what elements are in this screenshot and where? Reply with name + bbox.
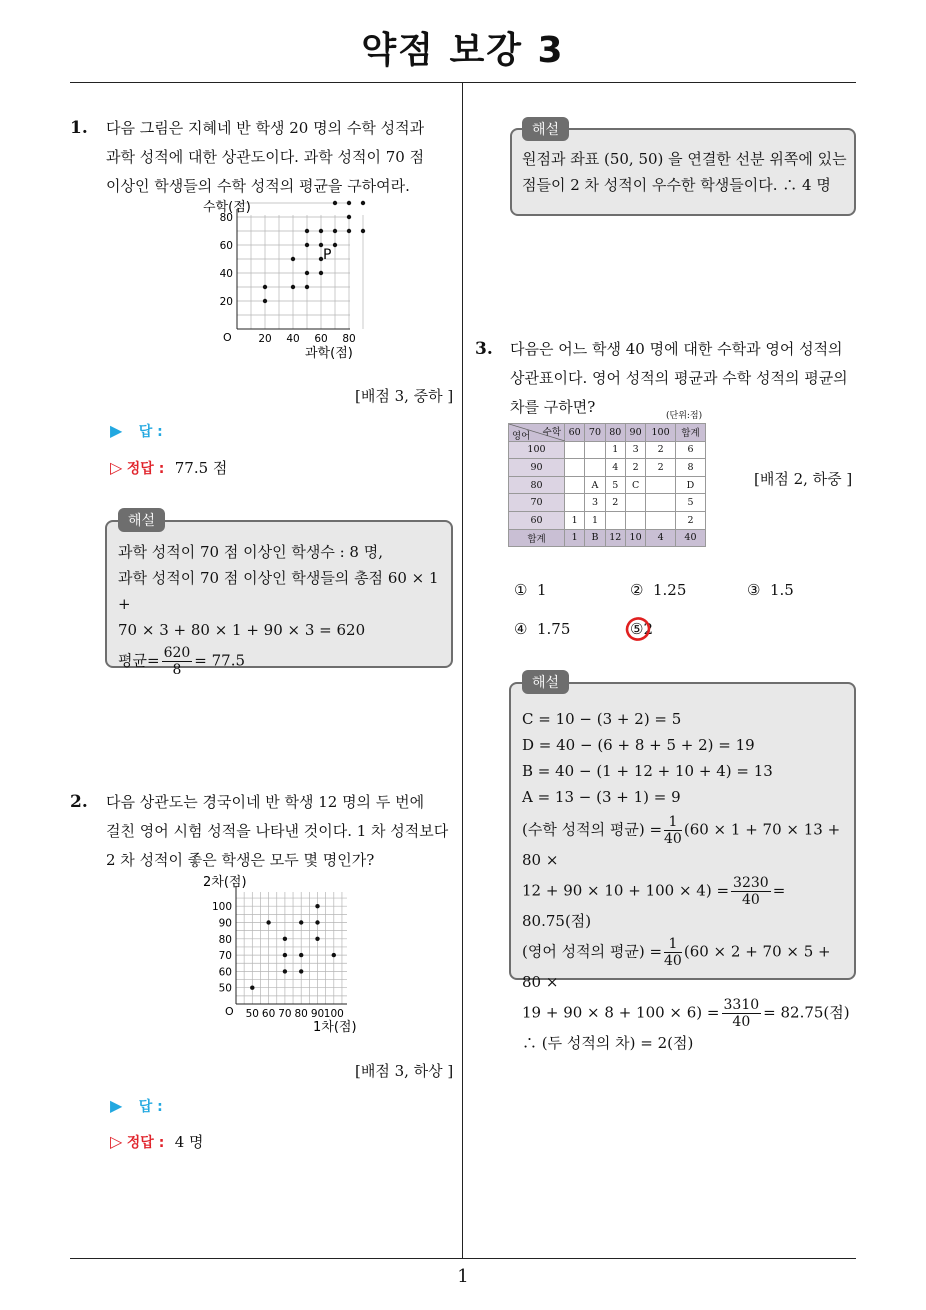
- question-2-number: 2.: [70, 792, 88, 812]
- scatter-point: [333, 243, 337, 247]
- scatter-point: [347, 229, 351, 233]
- explanation-line: 원점과 좌표 (50, 50) 을 연결한 선분 위쪽에 있는: [522, 150, 847, 168]
- scatter-point: [283, 953, 287, 957]
- y-tick-label: 40: [219, 268, 233, 280]
- explanation-tag: 해설: [522, 670, 569, 694]
- x-tick-label: 20: [258, 333, 272, 345]
- question-2-line: 다음 상관도는 경국이네 반 학생 12 명의 두 번에: [106, 793, 425, 811]
- table-row: 60 1 1 2: [509, 511, 706, 529]
- scatter-point: [319, 229, 323, 233]
- explanation-line: 점들이 2 차 성적이 우수한 학생들이다. ∴ 4 명: [522, 176, 831, 194]
- page-title: 약점 보강 3: [361, 30, 565, 71]
- explanation-line: (영어 성적의 평균) = $\frac{1}{40}$ (60 × 2 + 70 × 5 + 80 ×: [522, 936, 831, 991]
- question-1-line: 이상인 학생들의 수학 성적의 평균을 구하여라.: [106, 177, 410, 195]
- table-unit: (단위:점): [666, 411, 703, 421]
- x-tick-label: 100: [323, 1008, 344, 1020]
- explanation-line: A = 13 − (3 + 1) = 9: [522, 788, 681, 806]
- scatter-point: [315, 937, 319, 941]
- fraction: $\frac{1}{40}$: [664, 814, 682, 847]
- question-1-text: [106, 114, 458, 201]
- choice-5[interactable]: ⑤2: [630, 620, 653, 638]
- x-tick-label: 90: [310, 1008, 325, 1020]
- explanation-line: B = 40 − (1 + 12 + 10 + 4) = 13: [522, 762, 773, 780]
- scatter-point: [291, 257, 295, 261]
- question-2-score: [배점 3, 하상 ]: [355, 1062, 454, 1080]
- fraction: $\frac{1}{40}$: [664, 936, 682, 969]
- question-2-line: 2 차 성적이 좋은 학생은 모두 몇 명인가?: [106, 851, 375, 869]
- correct-label: 정답 :: [126, 461, 165, 477]
- chart-2-origin: O: [225, 1005, 234, 1018]
- question-1-number: 1.: [70, 118, 88, 138]
- scatter-point: [305, 285, 309, 289]
- choice-3[interactable]: ③ 1.5: [747, 581, 794, 599]
- page-number: 1: [457, 1266, 469, 1287]
- chart-1-point-label: P: [323, 247, 332, 263]
- explanation-line: C = 10 − (3 + 2) = 5: [522, 710, 682, 728]
- scatter-point: [299, 969, 303, 973]
- chart-1-origin: O: [223, 331, 232, 344]
- scatter-point: [299, 953, 303, 957]
- fraction: $\frac{620}{8}$: [163, 645, 191, 678]
- table-col-header: 합계: [675, 424, 705, 442]
- table-row: 70 3 2 5: [509, 494, 706, 512]
- x-tick-label: 40: [286, 333, 300, 345]
- scatter-point: [305, 271, 309, 275]
- scatter-point: [305, 229, 309, 233]
- question-1-explanation-text: [118, 539, 448, 678]
- table-total-row: 합계 1 B 12 10 4 40: [509, 529, 706, 547]
- explanation-tag: 해설: [118, 508, 165, 532]
- x-tick-label: 80: [342, 333, 356, 345]
- question-2-correct-row: [110, 1131, 204, 1152]
- table-col-header: 100: [646, 424, 676, 442]
- question-3-number: 3.: [475, 339, 493, 359]
- table-row: 90 4 2 2 8: [509, 459, 706, 477]
- scatter-point: [347, 201, 351, 205]
- chart-2-tick-labels: [212, 901, 344, 1020]
- scatter-point: [315, 904, 319, 908]
- table-row: 80 A 5 C D: [509, 476, 706, 494]
- scatter-chart-2: [195, 870, 370, 1040]
- x-tick-label: 50: [245, 1008, 259, 1020]
- explanation-tag: 해설: [522, 117, 569, 141]
- table-col-header: 80: [605, 424, 625, 442]
- choice-2[interactable]: ② 1.25: [630, 581, 687, 599]
- table-col-header: 90: [625, 424, 645, 442]
- x-tick-label: 70: [278, 1008, 292, 1020]
- chart-2-ylabel: 2차(점): [203, 875, 247, 890]
- x-tick-label: 60: [261, 1008, 276, 1020]
- scatter-point: [263, 285, 267, 289]
- table-row: 100 1 3 2 6: [509, 441, 706, 459]
- scatter-point: [291, 285, 295, 289]
- explanation-line: 과학 성적이 70 점 이상인 학생들의 총점 60 × 1 +: [118, 569, 439, 613]
- answer-arrow-icon: ▶: [110, 1096, 123, 1115]
- question-3-line: 상관표이다. 영어 성적의 평균과 수학 성적의 평균의: [510, 369, 848, 387]
- explanation-line: 19 + 90 × 8 + 100 × 6) = $\frac{3310}{40}$ = 82.75(점): [522, 997, 850, 1030]
- x-tick-label: 60: [314, 333, 328, 345]
- scatter-point: [361, 201, 365, 205]
- scatter-point: [319, 271, 323, 275]
- table-col-header: 70: [585, 424, 605, 442]
- scatter-point: [266, 920, 270, 924]
- column-divider: [462, 82, 463, 1258]
- question-3-line: 다음은 어느 학생 40 명에 대한 수학과 영어 성적의: [510, 340, 843, 358]
- correlation-table: [508, 423, 706, 547]
- scatter-point: [333, 201, 337, 205]
- answer-label: 답 :: [138, 424, 163, 440]
- y-tick-label: 60: [218, 966, 232, 979]
- x-tick-label: 80: [294, 1008, 308, 1020]
- scatter-point: [333, 229, 337, 233]
- explanation-line: 평균= $\frac{620}{8}$ = 77.5: [118, 645, 246, 678]
- table-corner-cell: 수학 영어: [509, 424, 565, 442]
- top-rule: [70, 82, 856, 83]
- scatter-point: [315, 920, 319, 924]
- scatter-point: [299, 920, 303, 924]
- chart-1-points: [263, 201, 365, 303]
- chart-1-ylabel: 수학(점): [203, 200, 251, 215]
- explanation-line: ∴ (두 성적의 차) = 2(점): [522, 1034, 694, 1052]
- chart-1-axes: [237, 209, 350, 329]
- fraction: $\frac{3310}{40}$: [723, 997, 760, 1030]
- y-tick-label: 70: [218, 950, 232, 963]
- correct-value: 4 명: [174, 1133, 204, 1151]
- table-col-header: 60: [565, 424, 585, 442]
- fraction: $\frac{3230}{40}$: [733, 875, 769, 908]
- scatter-point: [283, 937, 287, 941]
- question-3-score: [배점 2, 하중 ]: [754, 470, 853, 488]
- selected-answer-circle-icon: [624, 615, 654, 643]
- scatter-point: [283, 969, 287, 973]
- question-2-explanation-text: [522, 146, 852, 198]
- chart-1-grid: [237, 203, 363, 329]
- scatter-point: [361, 229, 365, 233]
- chart-2-xlabel: 1차(점): [313, 1020, 357, 1035]
- correct-label: 정답 :: [126, 1135, 165, 1151]
- y-tick-label: 60: [219, 240, 233, 252]
- question-3-explanation-text: [522, 706, 852, 1056]
- question-2-line: 걸친 영어 시험 성적을 나타낸 것이다. 1 차 성적보다: [106, 822, 449, 840]
- explanation-line: (수학 성적의 평균) = $\frac{1}{40}$ (60 × 1 + 70 × 13 + 80 ×: [522, 814, 841, 869]
- y-tick-label: 80: [218, 933, 232, 946]
- explanation-line: 70 × 3 + 80 × 1 + 90 × 3 = 620: [118, 621, 366, 639]
- correct-value: 77.5 점: [174, 459, 228, 477]
- question-2-text: [106, 788, 458, 875]
- question-2-answer-row: [110, 1096, 163, 1116]
- question-3-line: 차를 구하면?: [510, 398, 596, 416]
- answer-arrow-icon: ▶: [110, 421, 123, 440]
- explanation-line: 과학 성적이 70 점 이상인 학생수 : 8 명,: [118, 543, 383, 561]
- question-1-correct-row: [110, 457, 227, 478]
- correct-arrow-icon: ▷: [110, 1132, 123, 1151]
- answer-label: 답 :: [138, 1099, 163, 1115]
- question-1-score: [배점 3, 중하 ]: [355, 387, 454, 405]
- correct-arrow-icon: ▷: [110, 458, 123, 477]
- question-1-line: 다음 그림은 지혜네 반 학생 20 명의 수학 성적과: [106, 119, 425, 137]
- chart-1-xlabel: 과학(점): [305, 346, 353, 361]
- scatter-point: [347, 215, 351, 219]
- scatter-point: [305, 243, 309, 247]
- scatter-chart-1: [195, 195, 370, 365]
- y-tick-label: 50: [218, 982, 232, 995]
- explanation-line: D = 40 − (6 + 8 + 5 + 2) = 19: [522, 736, 755, 754]
- question-1-line: 과학 성적에 대한 상관도이다. 과학 성적이 70 점: [106, 148, 425, 166]
- y-tick-label: 20: [219, 296, 233, 308]
- bottom-rule: [70, 1258, 856, 1259]
- y-tick-label: 90: [218, 917, 232, 930]
- scatter-point: [332, 953, 336, 957]
- scatter-point: [250, 986, 254, 990]
- y-tick-label: 80: [219, 212, 233, 224]
- choice-1[interactable]: ① 1: [514, 581, 547, 599]
- choice-4[interactable]: ④ 1.75: [514, 620, 571, 638]
- explanation-line: 12 + 90 × 10 + 100 × 4) = $\frac{3230}{40}$ = 80.75(점): [522, 875, 786, 930]
- question-1-answer-row: [110, 421, 163, 441]
- y-tick-label: 100: [211, 901, 232, 914]
- scatter-point: [263, 299, 267, 303]
